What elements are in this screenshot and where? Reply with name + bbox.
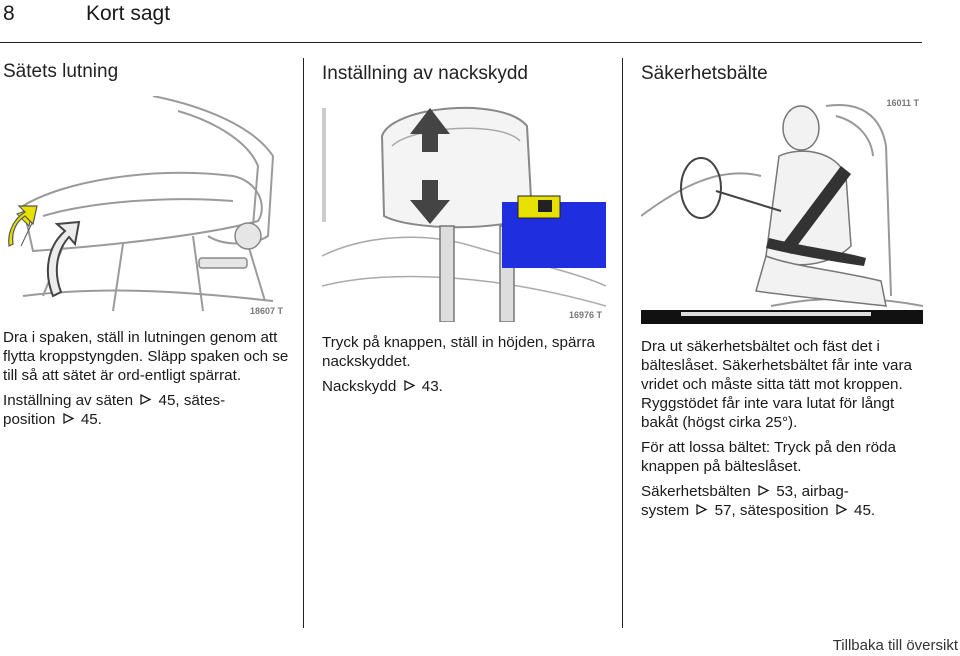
- seat-tilt-illustration: [3, 96, 287, 318]
- headrest-references: Nackskydd 43.: [322, 378, 443, 395]
- seatbelt-text: [641, 337, 931, 526]
- headrest-illustration: [322, 96, 606, 322]
- tilt-arrow-icon: [48, 222, 79, 296]
- page-number: 8: [3, 2, 15, 25]
- reference-arrow-icon: [62, 412, 75, 425]
- reference-arrow-icon: [403, 379, 416, 392]
- headrest-text: [322, 333, 612, 402]
- reference-arrow-icon: [757, 484, 770, 497]
- seat-tilt-instruction: Dra i spaken, ställ in lutningen genom att flytta kroppstyngden. Släpp spaken och se till så att sätet är ord-entligt spärrat.: [3, 329, 289, 384]
- headrest-release-button-inset: [502, 196, 606, 268]
- seatbelt-release-instruction: För att lossa bältet: Tryck på den röda knappen på bälteslåset.: [641, 439, 896, 475]
- headrest-instruction: Tryck på knappen, ställ in höjden, spärra nackskyddet.: [322, 334, 595, 370]
- figure-number: 16976 T: [568, 310, 602, 320]
- section-title-headrest: Inställning av nackskydd: [322, 63, 528, 84]
- figure-number: 16011 T: [886, 98, 919, 108]
- section-title-seat-tilt: Sätets lutning: [3, 61, 119, 82]
- reference-arrow-icon: [139, 393, 152, 406]
- reference-arrow-icon: [695, 503, 708, 516]
- seatbelt-references: Säkerhetsbälten 53, airbag- system 57, sätesposition 45.: [641, 483, 876, 519]
- column-divider-left: [303, 58, 304, 628]
- seatbelt-illustration: [641, 96, 923, 324]
- seat-tilt-text: [3, 328, 293, 435]
- seatbelt-instruction: Dra ut säkerhetsbältet och fäst det i bälteslåset. Säkerhetsbältet får inte vara vridet och måste sitta tätt mot kroppen. Ryggstödet får inte vara lutat för långt bakåt (högst cirka 25°).: [641, 338, 912, 431]
- seat-tilt-references: Inställning av säten 45, sätes- position 45.: [3, 392, 226, 428]
- section-title-seatbelt: Säkerhetsbälte: [641, 63, 768, 84]
- header-rule: [0, 42, 922, 43]
- column-divider-right: [622, 58, 623, 628]
- lever-pull-arrow-icon: [9, 206, 37, 246]
- reference-arrow-icon: [835, 503, 848, 516]
- chapter-title: Kort sagt: [86, 2, 171, 25]
- back-to-overview-link[interactable]: Tillbaka till översikt: [832, 637, 958, 654]
- figure-number: 18607 T: [249, 306, 283, 316]
